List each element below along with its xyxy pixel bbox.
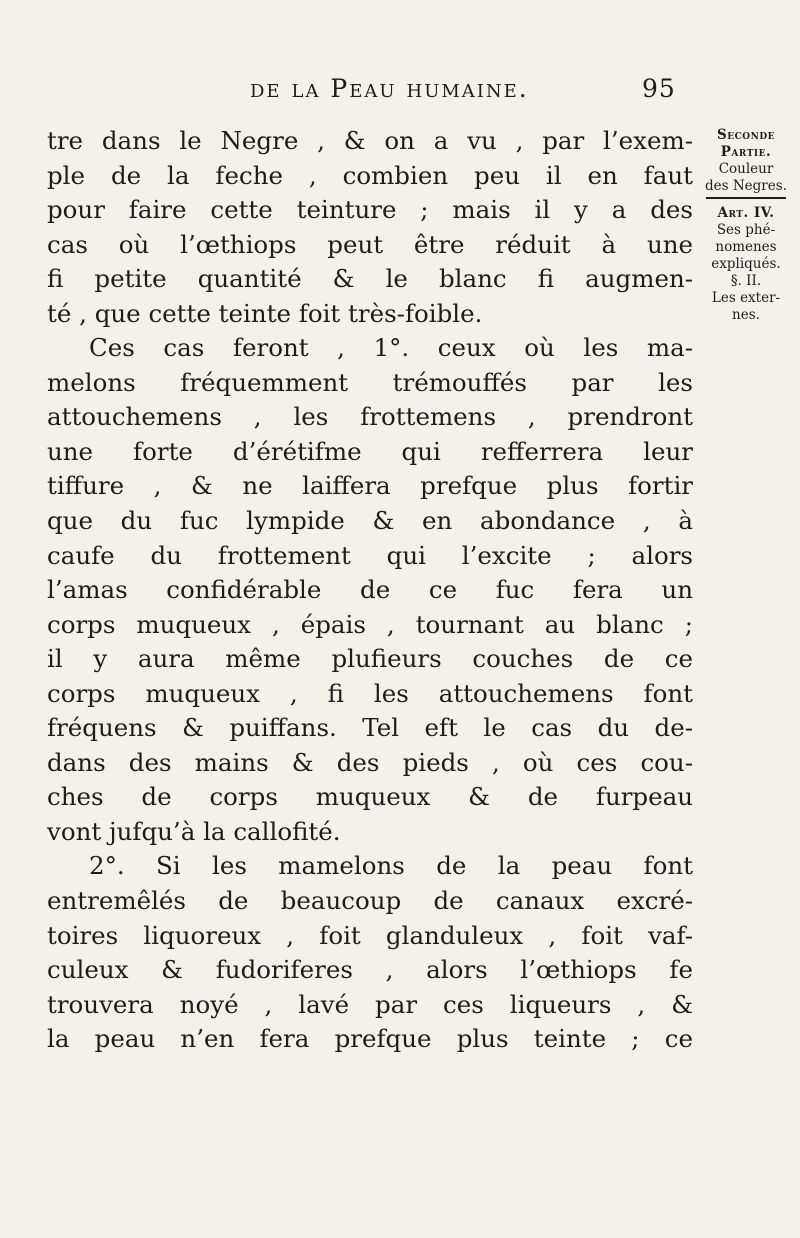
text-line: corps muqueux , fi les attouchemens font xyxy=(47,678,693,708)
text-line: trouvera noyé , lavé par ces liqueurs , & xyxy=(47,989,693,1019)
running-title: de la Peau humaine. xyxy=(250,74,529,103)
margin-subject: Couleur xyxy=(718,161,774,177)
text-line: l’amas confidérable de ce fuc fera un xyxy=(47,575,693,605)
text-line: cas où l’œthiops peut être réduit à une xyxy=(47,229,693,259)
text-line: ches de corps muqueux & de furpeau xyxy=(47,782,693,812)
text-line: que du fuc lympide & en abondance , à xyxy=(47,506,693,536)
margin-subject-2: des Negres. xyxy=(705,178,787,194)
margin-section-title-2: nomenes xyxy=(715,239,777,255)
margin-topic: Les exter- xyxy=(711,290,781,306)
text-line: corps muqueux , épais , tournant au blanc ; xyxy=(47,609,693,639)
margin-rule xyxy=(706,197,786,199)
text-line: Ces cas feront , 1°. ceux où les ma- xyxy=(89,333,693,363)
running-header xyxy=(250,74,690,103)
margin-topic-2: nes. xyxy=(732,307,760,323)
margin-note xyxy=(700,127,792,324)
text-line: ple de la feche , combien peu il en faut xyxy=(47,160,693,190)
text-line: une forte d’érétifme qui refferrera leur xyxy=(47,436,693,466)
page-number: 95 xyxy=(642,74,676,103)
text-line: tre dans le Negre , & on a vu , par l’exem- xyxy=(47,126,693,155)
text-line: toires liquoreux , foit glanduleux , foit vaf- xyxy=(47,920,693,950)
text-line: 2°. Si les mamelons de la peau font xyxy=(89,851,693,881)
text-line: vont jufqu’à la callofité. xyxy=(47,816,341,846)
margin-paragraph: §. II. xyxy=(730,273,762,289)
text-line: entremêlés de beaucoup de canaux excré- xyxy=(47,886,693,916)
text-line: pour faire cette teinture ; mais il y a des xyxy=(47,195,693,225)
text-line: fréquens & puiffans. Tel eft le cas du de- xyxy=(47,713,693,743)
margin-part-2: Partie. xyxy=(720,144,772,160)
text-line: la peau n’en fera prefque plus teinte ; ce xyxy=(47,1024,693,1054)
text-line: té , que cette teinte foit très-foible. xyxy=(47,298,483,328)
text-line: attouchemens , les frottemens , prendront xyxy=(47,402,693,432)
text-line: melons fréquemment trémouffés par les xyxy=(47,367,693,397)
margin-part: Seconde xyxy=(716,127,775,143)
text-line: caufe du frottement qui l’excite ; alors xyxy=(47,540,693,570)
text-line: culeux & fudoriferes , alors l’œthiops fe xyxy=(47,955,693,985)
text-line: fi petite quantité & le blanc fi augmen- xyxy=(47,264,693,294)
margin-section-title-3: expliqués. xyxy=(711,256,781,272)
text-line: tiffure , & ne laiffera prefque plus fortir xyxy=(47,471,693,501)
main-text xyxy=(47,124,693,1057)
text-line: il y aura même plufieurs couches de ce xyxy=(47,644,693,674)
text-line: dans des mains & des pieds , où ces cou- xyxy=(47,747,693,777)
margin-section-title: Ses phé- xyxy=(716,222,776,238)
margin-article: Art. IV. xyxy=(717,205,775,221)
